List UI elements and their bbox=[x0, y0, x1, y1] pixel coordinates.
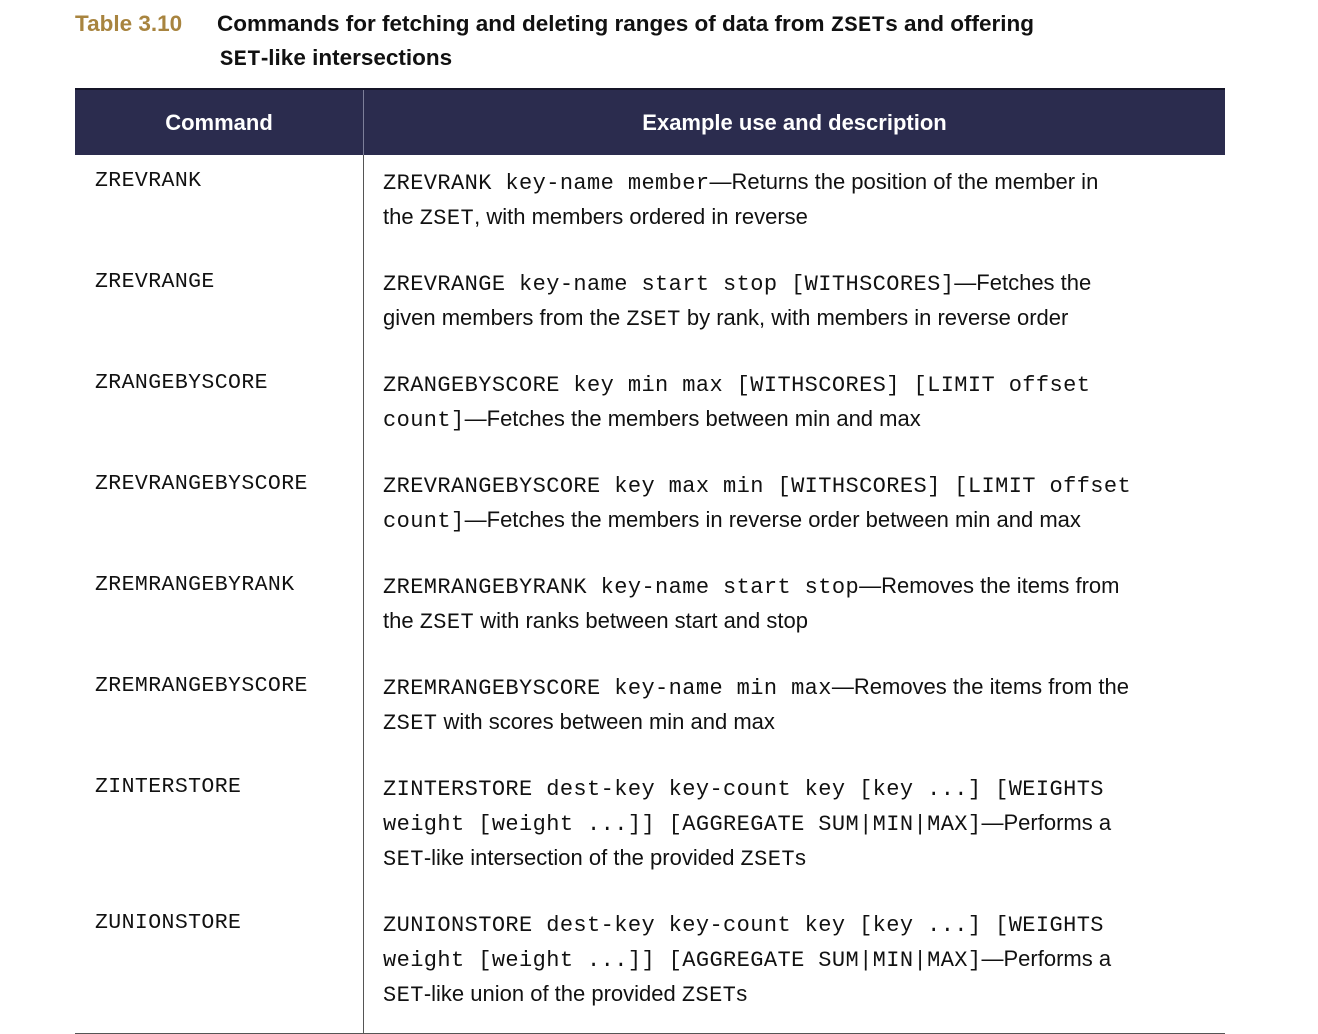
table-title: Commands for fetching and deleting ranges of data from ZSETs and offering bbox=[217, 11, 1034, 38]
code-fragment: ZREVRANGE key-name start stop [WITHSCORES] bbox=[383, 272, 955, 297]
code-fragment: ZSET bbox=[681, 983, 737, 1008]
table-row bbox=[75, 559, 1225, 660]
code-fragment: ZSET bbox=[383, 711, 438, 736]
command-cell: ZREVRANGE bbox=[75, 256, 364, 357]
description-text: —Performs a bbox=[981, 810, 1112, 835]
description-text: -like union of the provided bbox=[423, 981, 682, 1006]
table-number: Table 3.10 bbox=[75, 11, 183, 36]
command-cell: ZREVRANGEBYSCORE bbox=[75, 458, 364, 559]
header-command: Command bbox=[75, 89, 364, 155]
description-text: —Fetches the members in reverse order between min and max bbox=[464, 507, 1081, 532]
code-fragment: ZSET bbox=[740, 847, 795, 872]
code-fragment: ZRANGEBYSCORE key min max [WITHSCORES] [LIMIT offset count] bbox=[383, 373, 1091, 433]
description-text: —Returns the position of the member in the bbox=[383, 169, 1099, 229]
table-row bbox=[75, 256, 1225, 357]
description-text: , with members ordered in reverse bbox=[474, 204, 808, 229]
description-text: —Removes the items from the bbox=[383, 573, 1120, 633]
description-text: s bbox=[794, 845, 806, 870]
code-fragment: ZINTERSTORE dest-key key-count key [key ...] [WEIGHTS weight [weight ...]] [AGGREGATE SUM|MIN|MAX] bbox=[383, 777, 1104, 837]
table-row bbox=[75, 761, 1225, 897]
command-cell: ZRANGEBYSCORE bbox=[75, 357, 364, 458]
table-row bbox=[75, 458, 1225, 559]
description-text: -like intersection of the provided bbox=[423, 845, 741, 870]
description-cell bbox=[364, 761, 1226, 897]
code-fragment: ZUNIONSTORE dest-key key-count key [key ...] [WEIGHTS weight [weight ...]] [AGGREGATE SUM|MIN|MAX] bbox=[383, 913, 1104, 973]
command-cell: ZREMRANGEBYSCORE bbox=[75, 660, 364, 761]
description-cell bbox=[364, 155, 1226, 256]
description-cell bbox=[364, 660, 1226, 761]
table-row bbox=[75, 660, 1225, 761]
command-cell: ZINTERSTORE bbox=[75, 761, 364, 897]
description-text: with ranks between start and stop bbox=[474, 608, 808, 633]
header-description: Example use and description bbox=[364, 89, 1226, 155]
description-cell bbox=[364, 357, 1226, 458]
description-text: —Performs a bbox=[981, 946, 1112, 971]
description-cell bbox=[364, 559, 1226, 660]
table-body bbox=[75, 155, 1225, 1034]
description-text: by rank, with members in reverse order bbox=[680, 305, 1069, 330]
table-row bbox=[75, 155, 1225, 256]
code-fragment: ZSET bbox=[419, 610, 475, 635]
code-fragment: ZREMRANGEBYRANK key-name start stop bbox=[383, 575, 860, 600]
code-fragment: ZREMRANGEBYSCORE key-name min max bbox=[383, 676, 832, 701]
code-fragment: ZREVRANGEBYSCORE key max min [WITHSCORES] [LIMIT offset count] bbox=[383, 474, 1132, 534]
header-row bbox=[75, 89, 1225, 155]
description-cell bbox=[364, 256, 1226, 357]
command-cell: ZREVRANK bbox=[75, 155, 364, 256]
description-cell bbox=[364, 897, 1226, 1034]
commands-table bbox=[75, 88, 1225, 1034]
description-text: —Removes the items from the bbox=[831, 674, 1129, 699]
description-cell bbox=[364, 458, 1226, 559]
description-text: —Fetches the given members from the bbox=[383, 270, 1092, 330]
description-text: s bbox=[736, 981, 748, 1006]
table-caption bbox=[75, 8, 1225, 76]
table-row bbox=[75, 357, 1225, 458]
code-fragment: ZSET bbox=[419, 206, 475, 231]
code-fragment: ZREVRANK key-name member bbox=[383, 171, 710, 196]
code-fragment: SET bbox=[383, 847, 424, 872]
description-text: with scores between min and max bbox=[437, 709, 775, 734]
description-text: —Fetches the members between min and max bbox=[464, 406, 921, 431]
command-cell: ZREMRANGEBYRANK bbox=[75, 559, 364, 660]
code-fragment: ZSET bbox=[626, 307, 681, 332]
table-title-line2: SET-like intersections bbox=[220, 45, 453, 72]
command-cell: ZUNIONSTORE bbox=[75, 897, 364, 1034]
code-fragment: SET bbox=[383, 983, 424, 1008]
table-row bbox=[75, 897, 1225, 1034]
